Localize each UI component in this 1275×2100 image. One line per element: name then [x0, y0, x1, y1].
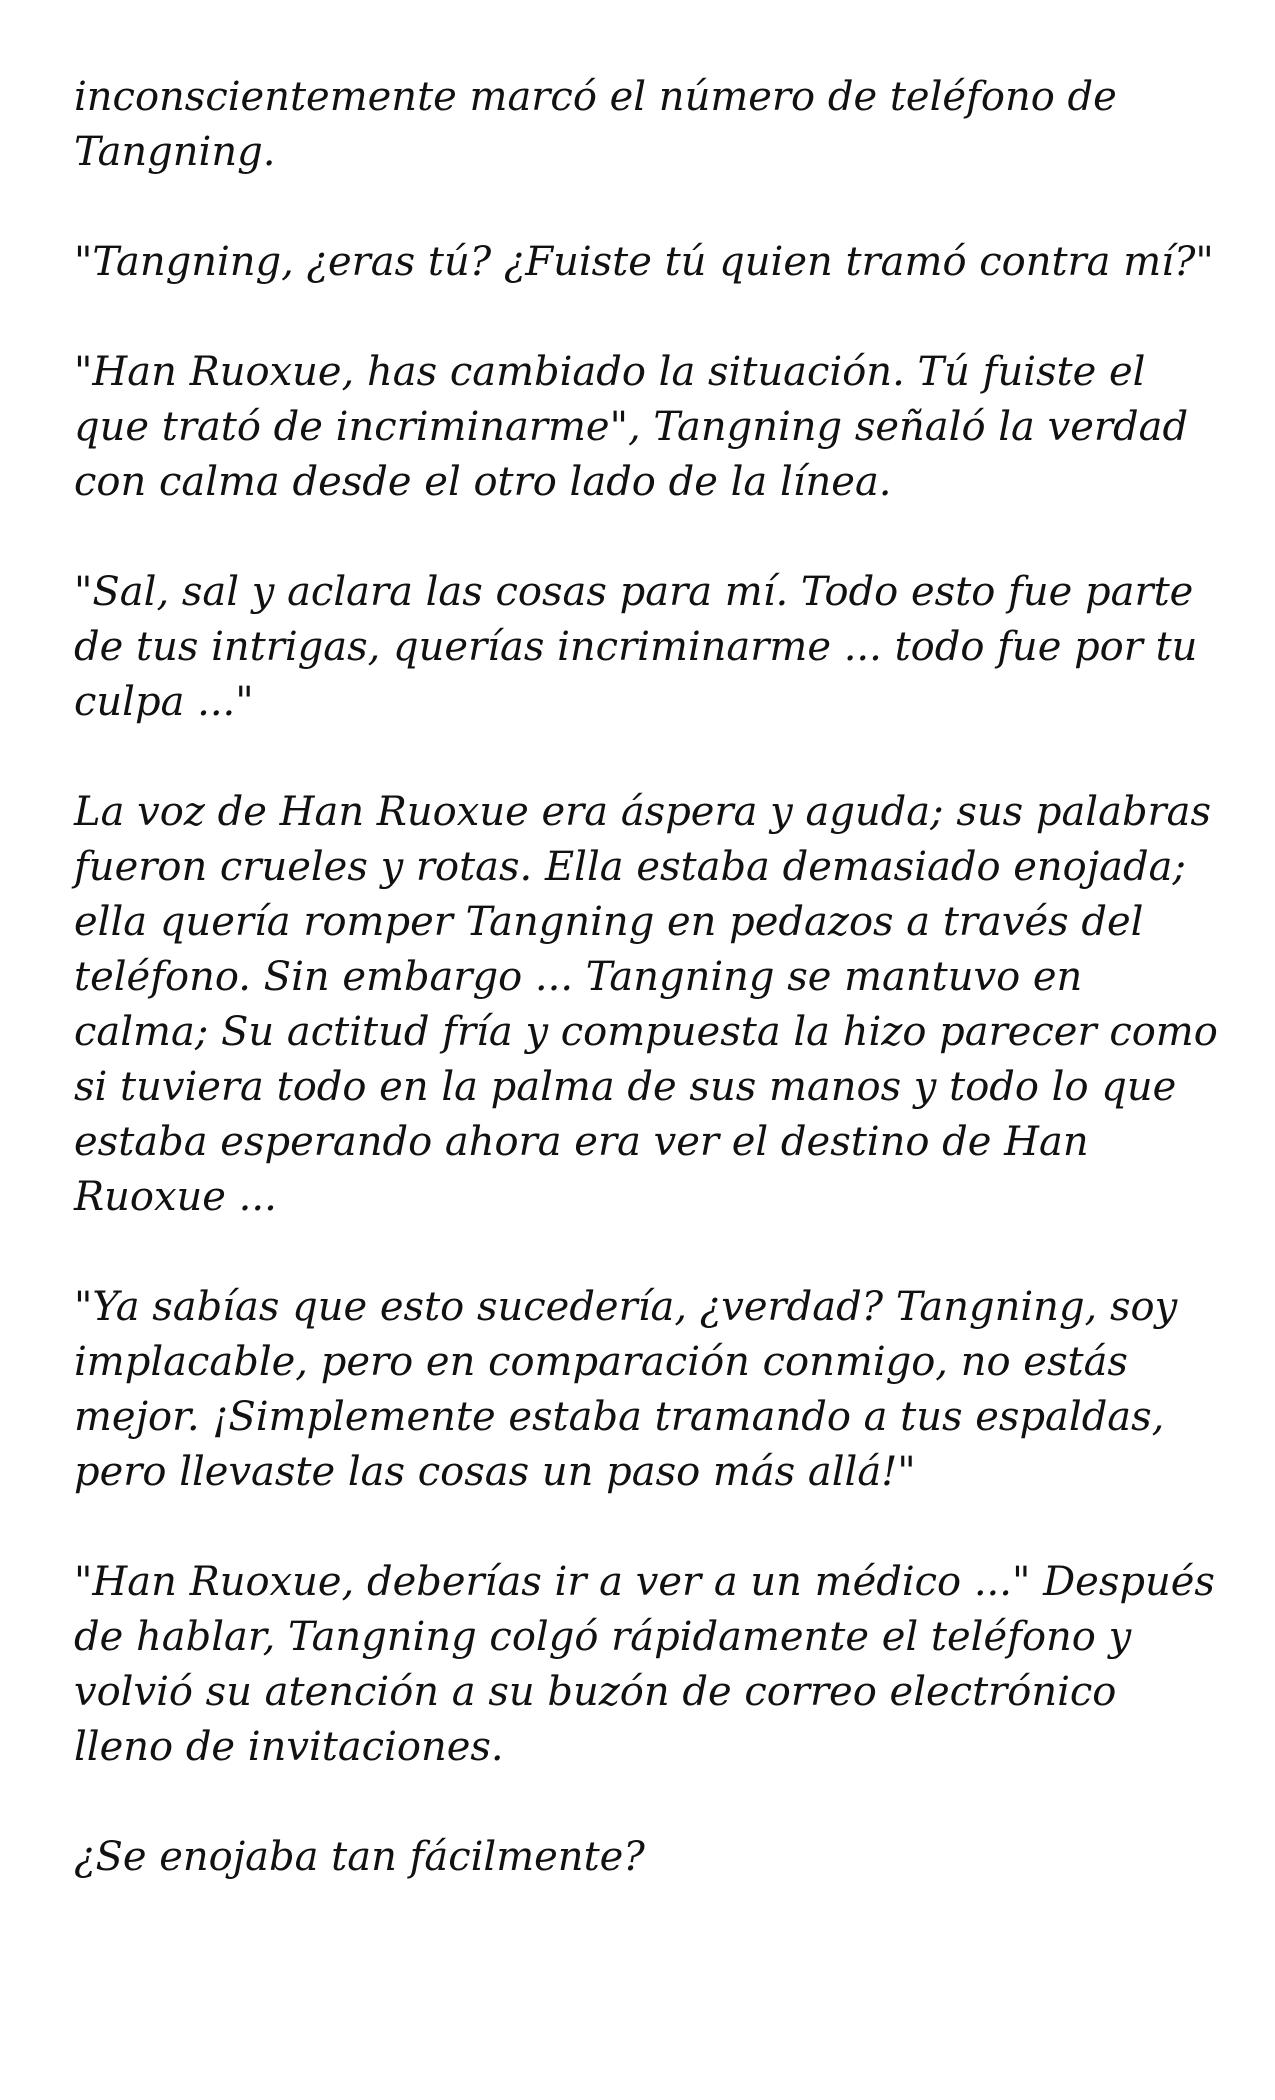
paragraph-6: "Ya sabías que esto sucedería, ¿verdad? Tangning, soy implacable, pero en comparación conmigo, no estás mejor. ¡Simplemente estaba tramando a tus espaldas, pero llevaste las cosas un paso más allá!": [74, 1284, 1178, 1495]
paragraph-4: "Sal, sal y aclara las cosas para mí. Todo esto fue parte de tus intrigas, querías incriminarme ... todo fue por tu culpa ...": [74, 569, 1198, 725]
paragraph-2: "Tangning, ¿eras tú? ¿Fuiste tú quien tramó contra mí?": [74, 239, 1214, 285]
paragraph-5: La voz de Han Ruoxue era áspera y aguda; sus palabras fueron crueles y rotas. Ella estaba demasiado enojada; ella quería romper Tangning en pedazos a través del teléfono. Sin embargo ... Tangning se mantuvo en calma; Su actitud fría y compuesta la hizo parecer como si tuviera todo en la palma de sus manos y todo lo que estaba esperando ahora era ver el destino de Han Ruoxue ...: [74, 789, 1218, 1220]
paragraph-3: "Han Ruoxue, has cambiado la situación. Tú fuiste el que trató de incriminarme", Tangning señaló la verdad con calma desde el otro lado de la línea.: [74, 349, 1189, 505]
paragraph-7: "Han Ruoxue, deberías ir a ver a un médico ..." Después de hablar, Tangning colgó rápidamente el teléfono y volvió su atención a su buzón de correo electrónico lleno de invitaciones.: [74, 1559, 1215, 1770]
paragraph-1: inconscientemente marcó el número de teléfono de Tangning.: [74, 74, 1117, 175]
document-body: [74, 70, 1224, 1940]
paragraph-8: ¿Se enojaba tan fácilmente?: [74, 1834, 645, 1880]
